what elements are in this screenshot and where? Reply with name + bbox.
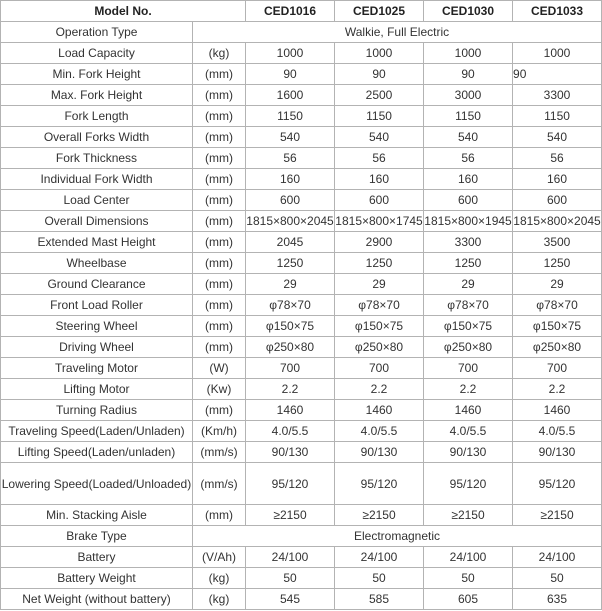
spec-unit: (mm) [193, 64, 246, 85]
spec-row [1, 127, 602, 148]
spec-label: Ground Clearance [1, 274, 193, 295]
spec-unit: (mm) [193, 316, 246, 337]
spec-value: 4.0/5.5 [424, 421, 513, 442]
spec-value: 540 [513, 127, 602, 148]
model-name: CED1033 [513, 1, 602, 22]
spec-value: 1815×800×1745 [335, 211, 424, 232]
spec-label: Wheelbase [1, 253, 193, 274]
spec-value: 50 [335, 568, 424, 589]
spec-unit: (mm/s) [193, 463, 246, 505]
spec-value: 29 [246, 274, 335, 295]
spec-value: 2.2 [513, 379, 602, 400]
spec-value: 24/100 [513, 547, 602, 568]
spec-value: φ78×70 [246, 295, 335, 316]
spec-value: 600 [424, 190, 513, 211]
spec-value: 2.2 [335, 379, 424, 400]
spec-value: 1460 [246, 400, 335, 421]
spec-row [1, 379, 602, 400]
header-row [1, 1, 602, 22]
spec-value: Electromagnetic [193, 526, 602, 547]
spec-value: 24/100 [246, 547, 335, 568]
spec-unit: (mm) [193, 127, 246, 148]
spec-value: 540 [246, 127, 335, 148]
spec-unit: (mm) [193, 505, 246, 526]
spec-row [1, 106, 602, 127]
spec-row [1, 148, 602, 169]
spec-value: 1460 [513, 400, 602, 421]
spec-row [1, 295, 602, 316]
spec-value: 90 [246, 64, 335, 85]
spec-unit: (kg) [193, 568, 246, 589]
spec-label: Extended Mast Height [1, 232, 193, 253]
spec-value: 90 [424, 64, 513, 85]
spec-row [1, 463, 602, 505]
spec-unit: (mm) [193, 295, 246, 316]
spec-row [1, 232, 602, 253]
spec-value: 540 [335, 127, 424, 148]
spec-value: 605 [424, 589, 513, 610]
spec-unit: (Kw) [193, 379, 246, 400]
spec-value: 95/120 [513, 463, 602, 505]
spec-unit: (mm) [193, 169, 246, 190]
spec-value: 585 [335, 589, 424, 610]
spec-value: 90/130 [335, 442, 424, 463]
spec-value: 1250 [246, 253, 335, 274]
spec-value: 1460 [335, 400, 424, 421]
spec-unit: (mm) [193, 211, 246, 232]
spec-value: 1815×800×2045 [513, 211, 602, 232]
spec-value: φ150×75 [424, 316, 513, 337]
brake-type-row [1, 526, 602, 547]
spec-label: Max. Fork Height [1, 85, 193, 106]
spec-value: 700 [513, 358, 602, 379]
spec-row [1, 253, 602, 274]
spec-value: 1000 [335, 43, 424, 64]
spec-value: 600 [246, 190, 335, 211]
spec-label: Brake Type [1, 526, 193, 547]
spec-row [1, 547, 602, 568]
spec-value: 29 [424, 274, 513, 295]
spec-unit: (mm) [193, 85, 246, 106]
spec-value: 90 [335, 64, 424, 85]
spec-value: 95/120 [335, 463, 424, 505]
spec-value: 1150 [335, 106, 424, 127]
spec-value: 160 [246, 169, 335, 190]
spec-value: 700 [335, 358, 424, 379]
spec-value: 4.0/5.5 [246, 421, 335, 442]
spec-row [1, 442, 602, 463]
spec-label: Battery Weight [1, 568, 193, 589]
spec-row [1, 274, 602, 295]
spec-value: 2.2 [246, 379, 335, 400]
spec-row [1, 400, 602, 421]
spec-label: Fork Thickness [1, 148, 193, 169]
spec-row [1, 43, 602, 64]
spec-label: Front Load Roller [1, 295, 193, 316]
spec-row [1, 85, 602, 106]
spec-row [1, 568, 602, 589]
spec-value: 1250 [513, 253, 602, 274]
spec-value: 1150 [513, 106, 602, 127]
spec-row [1, 358, 602, 379]
model-label: Model No. [1, 1, 246, 22]
spec-label: Operation Type [1, 22, 193, 43]
spec-row [1, 211, 602, 232]
spec-row [1, 64, 602, 85]
spec-value: 2500 [335, 85, 424, 106]
spec-label: Overall Dimensions [1, 211, 193, 232]
spec-value: φ250×80 [335, 337, 424, 358]
spec-label: Lifting Speed(Laden/unladen) [1, 442, 193, 463]
spec-value: 90/130 [246, 442, 335, 463]
spec-value: 3300 [513, 85, 602, 106]
spec-unit: (Km/h) [193, 421, 246, 442]
spec-value: 1815×800×2045 [246, 211, 335, 232]
spec-value: 4.0/5.5 [513, 421, 602, 442]
spec-value: 24/100 [335, 547, 424, 568]
spec-value: 1600 [246, 85, 335, 106]
spec-value: 545 [246, 589, 335, 610]
spec-label: Traveling Speed(Laden/Unladen) [1, 421, 193, 442]
spec-value: φ150×75 [513, 316, 602, 337]
spec-unit: (mm) [193, 106, 246, 127]
spec-value: 1000 [246, 43, 335, 64]
spec-value: 3300 [424, 232, 513, 253]
spec-value: ≥2150 [513, 505, 602, 526]
spec-row [1, 337, 602, 358]
spec-label: Lifting Motor [1, 379, 193, 400]
spec-label: Load Capacity [1, 43, 193, 64]
spec-value: 95/120 [424, 463, 513, 505]
spec-label: Overall Forks Width [1, 127, 193, 148]
spec-unit: (mm/s) [193, 442, 246, 463]
spec-unit: (kg) [193, 43, 246, 64]
spec-value: 90 [513, 64, 602, 85]
spec-value: 1250 [424, 253, 513, 274]
spec-value: 1250 [335, 253, 424, 274]
spec-value: 1460 [424, 400, 513, 421]
model-name: CED1030 [424, 1, 513, 22]
spec-label: Turning Radius [1, 400, 193, 421]
spec-unit: (mm) [193, 253, 246, 274]
spec-label: Driving Wheel [1, 337, 193, 358]
spec-value: 50 [424, 568, 513, 589]
spec-row [1, 505, 602, 526]
spec-value: 90/130 [513, 442, 602, 463]
spec-value: φ250×80 [513, 337, 602, 358]
spec-table-body [1, 1, 602, 610]
spec-label: Load Center [1, 190, 193, 211]
spec-value: 1150 [424, 106, 513, 127]
spec-value: φ250×80 [424, 337, 513, 358]
spec-unit: (mm) [193, 400, 246, 421]
spec-value: 56 [246, 148, 335, 169]
spec-value: 95/120 [246, 463, 335, 505]
spec-value: Walkie, Full Electric [193, 22, 602, 43]
spec-value: 2045 [246, 232, 335, 253]
spec-value: φ150×75 [335, 316, 424, 337]
spec-unit: (mm) [193, 274, 246, 295]
spec-value: 56 [513, 148, 602, 169]
spec-value: 700 [246, 358, 335, 379]
spec-label: Net Weight (without battery) [1, 589, 193, 610]
spec-value: ≥2150 [424, 505, 513, 526]
spec-label: Battery [1, 547, 193, 568]
spec-row [1, 589, 602, 610]
spec-value: ≥2150 [246, 505, 335, 526]
spec-value: 2.2 [424, 379, 513, 400]
spec-value: φ78×70 [335, 295, 424, 316]
spec-value: 700 [424, 358, 513, 379]
spec-value: 3500 [513, 232, 602, 253]
spec-value: 4.0/5.5 [335, 421, 424, 442]
spec-label: Min. Stacking Aisle [1, 505, 193, 526]
spec-value: 56 [424, 148, 513, 169]
spec-label: Traveling Motor [1, 358, 193, 379]
spec-value: ≥2150 [335, 505, 424, 526]
spec-value: φ250×80 [246, 337, 335, 358]
spec-label: Individual Fork Width [1, 169, 193, 190]
spec-unit: (mm) [193, 232, 246, 253]
spec-value: φ78×70 [513, 295, 602, 316]
spec-value: 29 [513, 274, 602, 295]
operation-type-row [1, 22, 602, 43]
spec-label: Fork Length [1, 106, 193, 127]
spec-row [1, 169, 602, 190]
spec-value: 29 [335, 274, 424, 295]
spec-unit: (mm) [193, 337, 246, 358]
spec-value: 600 [513, 190, 602, 211]
spec-unit: (mm) [193, 148, 246, 169]
spec-value: 600 [335, 190, 424, 211]
spec-row [1, 190, 602, 211]
spec-value: 160 [335, 169, 424, 190]
spec-value: 1150 [246, 106, 335, 127]
spec-row [1, 316, 602, 337]
model-name: CED1016 [246, 1, 335, 22]
spec-unit: (kg) [193, 589, 246, 610]
spec-unit: (W) [193, 358, 246, 379]
spec-value: φ78×70 [424, 295, 513, 316]
spec-value: 2900 [335, 232, 424, 253]
spec-unit: (V/Ah) [193, 547, 246, 568]
spec-value: 160 [424, 169, 513, 190]
spec-value: 50 [513, 568, 602, 589]
spec-value: 90/130 [424, 442, 513, 463]
spec-value: 1815×800×1945 [424, 211, 513, 232]
spec-value: 635 [513, 589, 602, 610]
spec-row [1, 421, 602, 442]
spec-value: φ150×75 [246, 316, 335, 337]
spec-value: 3000 [424, 85, 513, 106]
spec-label: Steering Wheel [1, 316, 193, 337]
spec-value: 50 [246, 568, 335, 589]
spec-value: 1000 [513, 43, 602, 64]
spec-value: 540 [424, 127, 513, 148]
spec-label: Min. Fork Height [1, 64, 193, 85]
model-name: CED1025 [335, 1, 424, 22]
spec-value: 160 [513, 169, 602, 190]
spec-value: 56 [335, 148, 424, 169]
spec-value: 1000 [424, 43, 513, 64]
spec-label: Lowering Speed(Loaded/Unloaded) [1, 463, 193, 505]
spec-unit: (mm) [193, 190, 246, 211]
spec-value: 24/100 [424, 547, 513, 568]
